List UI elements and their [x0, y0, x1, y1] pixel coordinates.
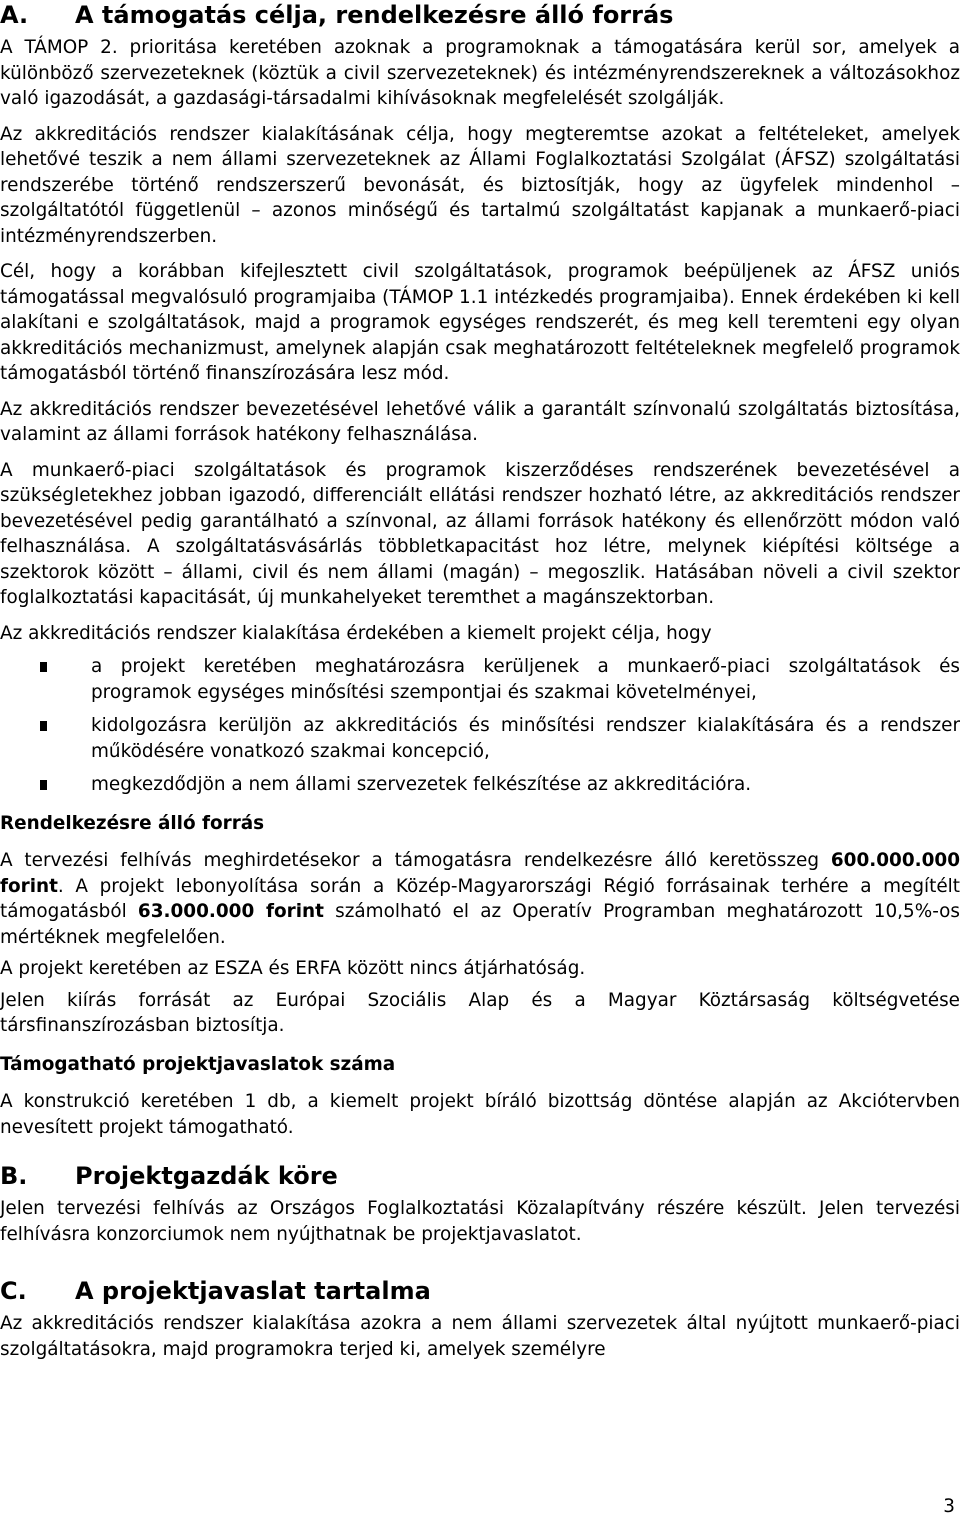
- square-bullet-icon: [40, 662, 47, 672]
- section-a-heading: [0, 0, 960, 30]
- section-a-paragraph-4: Az akkreditációs rendszer bevezetésével lehetővé válik a garantált színvonalú szolgáltatás biztosítása, valamint az állami források hatékony felhasználása.: [0, 398, 960, 445]
- section-a-paragraph-1: A TÁMOP 2. prioritása keretében azoknak a programoknak a támogatására kerül sor, amelyek a különböző szervezeteknek (köztük a civil szervezeteknek) és intézményrendszereknek a változásokhoz való igazodását, a gazdasági-társadalmi kihívásoknak megfelelését szolgálják.: [0, 37, 960, 109]
- goal-list: [0, 654, 960, 798]
- list-item-text: kidolgozásra kerüljön az akkreditációs és minősítési rendszer kialakítására és a rendszer működésére vonatkozó szakmai koncepció,: [91, 715, 960, 762]
- forras-text-d: számolható el az Operatív Programban meghatározott 10,5%-os mértéknek megfelelően.: [0, 901, 960, 948]
- forras-amount-region: 63.000.000 forint: [137, 901, 324, 922]
- page-number: 3: [943, 1496, 955, 1517]
- forras-heading: Rendelkezésre álló forrás: [0, 812, 265, 834]
- section-a-paragraph-2: Az akkreditációs rendszer kialakításának célja, hogy megteremtse azokat a feltételeket, amelyek lehetővé teszik a nem állami szervezeteknek az Állami Foglalkoztatási Szolgálat (ÁFSZ) szolgáltatási rendszerébe történő rendszerszerű bevonását, és biztosítják, hogy az ügyfelek mindenhol – szolgáltatótól függetlenül – azonos minőségű és tartalmú szolgáltatást kapjanak a munkaerő-piaci intézményrendszerben.: [0, 123, 960, 247]
- section-a-paragraph-6: Az akkreditációs rendszer kialakítása érdekében a kiemelt projekt célja, hogy: [0, 622, 712, 644]
- forras-paragraph-1: [0, 848, 960, 950]
- section-b-paragraph-1: Jelen tervezési felhívás az Országos Foglalkoztatási Közalapítvány részére készült. Jelen tervezési felhívásra konzorciumok nem nyújthatnak be projektjavaslatot.: [0, 1198, 960, 1245]
- section-c-title: A projektjavaslat tartalma: [75, 1277, 431, 1305]
- section-b-title: Projektgazdák köre: [75, 1162, 338, 1190]
- tamogathato-heading: Támogatható projektjavaslatok száma: [0, 1053, 396, 1075]
- list-item: [0, 654, 960, 705]
- square-bullet-icon: [40, 721, 47, 731]
- section-c-heading: [0, 1276, 960, 1306]
- forras-amount-total: 600.000.000 forint: [0, 850, 960, 897]
- section-b-letter: B.: [0, 1162, 28, 1190]
- list-item: [0, 772, 960, 798]
- section-b-heading: [0, 1161, 960, 1191]
- square-bullet-icon: [40, 780, 47, 790]
- list-item: [0, 713, 960, 764]
- forras-text-a: A tervezési felhívás meghirdetésekor a támogatásra rendelkezésre álló keretösszeg: [0, 850, 831, 871]
- tamogathato-paragraph-1: A konstrukció keretében 1 db, a kiemelt projekt bíráló bizottság döntése alapján az Akciótervben nevesített projekt támogatható.: [0, 1091, 960, 1138]
- list-item-text: a projekt keretében meghatározásra kerüljenek a munkaerő-piaci szolgáltatások és programok egységes minősítési szempontjai és szakmai követelményei,: [91, 656, 960, 703]
- section-c-letter: C.: [0, 1277, 27, 1305]
- list-item-text: megkezdődjön a nem állami szervezetek felkészítése az akkreditációra.: [91, 774, 752, 795]
- section-a-paragraph-3: Cél, hogy a korábban kifejlesztett civil szolgáltatások, programok beépüljenek az ÁFSZ uniós támogatással megvalósuló programjaiba (TÁMOP 1.1 intézkedés programjaiba). Ennek érdekében ki kell alakítani e szolgáltatások, majd a programok egységes rendszerét, és meg kell teremteni egy olyan akkreditációs mechanizmust, amelynek alapján csak meghatározott feltételeknek megfelelő programok támogatásból történő finanszírozására lesz mód.: [0, 261, 960, 384]
- forras-paragraph-2: A projekt keretében az ESZA és ERFA között nincs átjárhatóság.: [0, 958, 586, 979]
- section-a-letter: A.: [0, 1, 29, 29]
- section-a-paragraph-5: A munkaerő-piaci szolgáltatások és programok kiszerződéses rendszerének bevezetésével a szükségletekhez jobban igazodó, differenciált ellátási rendszer hozható létre, az akkreditációs rendszer bevezetésével pedig garantálható a színvonal, az állami források hatékony és ellenőrzött módon való felhasználása. A szolgáltatásvásárlás többletkapacitást hoz létre, melynek kiépítési költsége a szektorok között – állami, civil és nem állami (magán) – megoszlik. Hatásában növeli a civil szektor foglalkoztatási kapacitását, új munkahelyeket teremthet a magánszektorban.: [0, 459, 960, 608]
- section-c-paragraph-1: Az akkreditációs rendszer kialakítása azokra a nem állami szervezetek által nyújtott munkaerő-piaci szolgáltatásokra, majd programokra terjed ki, amelyek személyre: [0, 1313, 960, 1360]
- section-a-title: A támogatás célja, rendelkezésre álló forrás: [75, 1, 674, 29]
- forras-text-c: . A projekt lebonyolítása során a Közép-Magyarországi Régió forrásainak terhére a megítélt támogatásból: [0, 875, 960, 922]
- forras-paragraph-3: Jelen kiírás forrását az Európai Szociális Alap és a Magyar Köztársaság költségvetése társfinanszírozásban biztosítja.: [0, 989, 960, 1036]
